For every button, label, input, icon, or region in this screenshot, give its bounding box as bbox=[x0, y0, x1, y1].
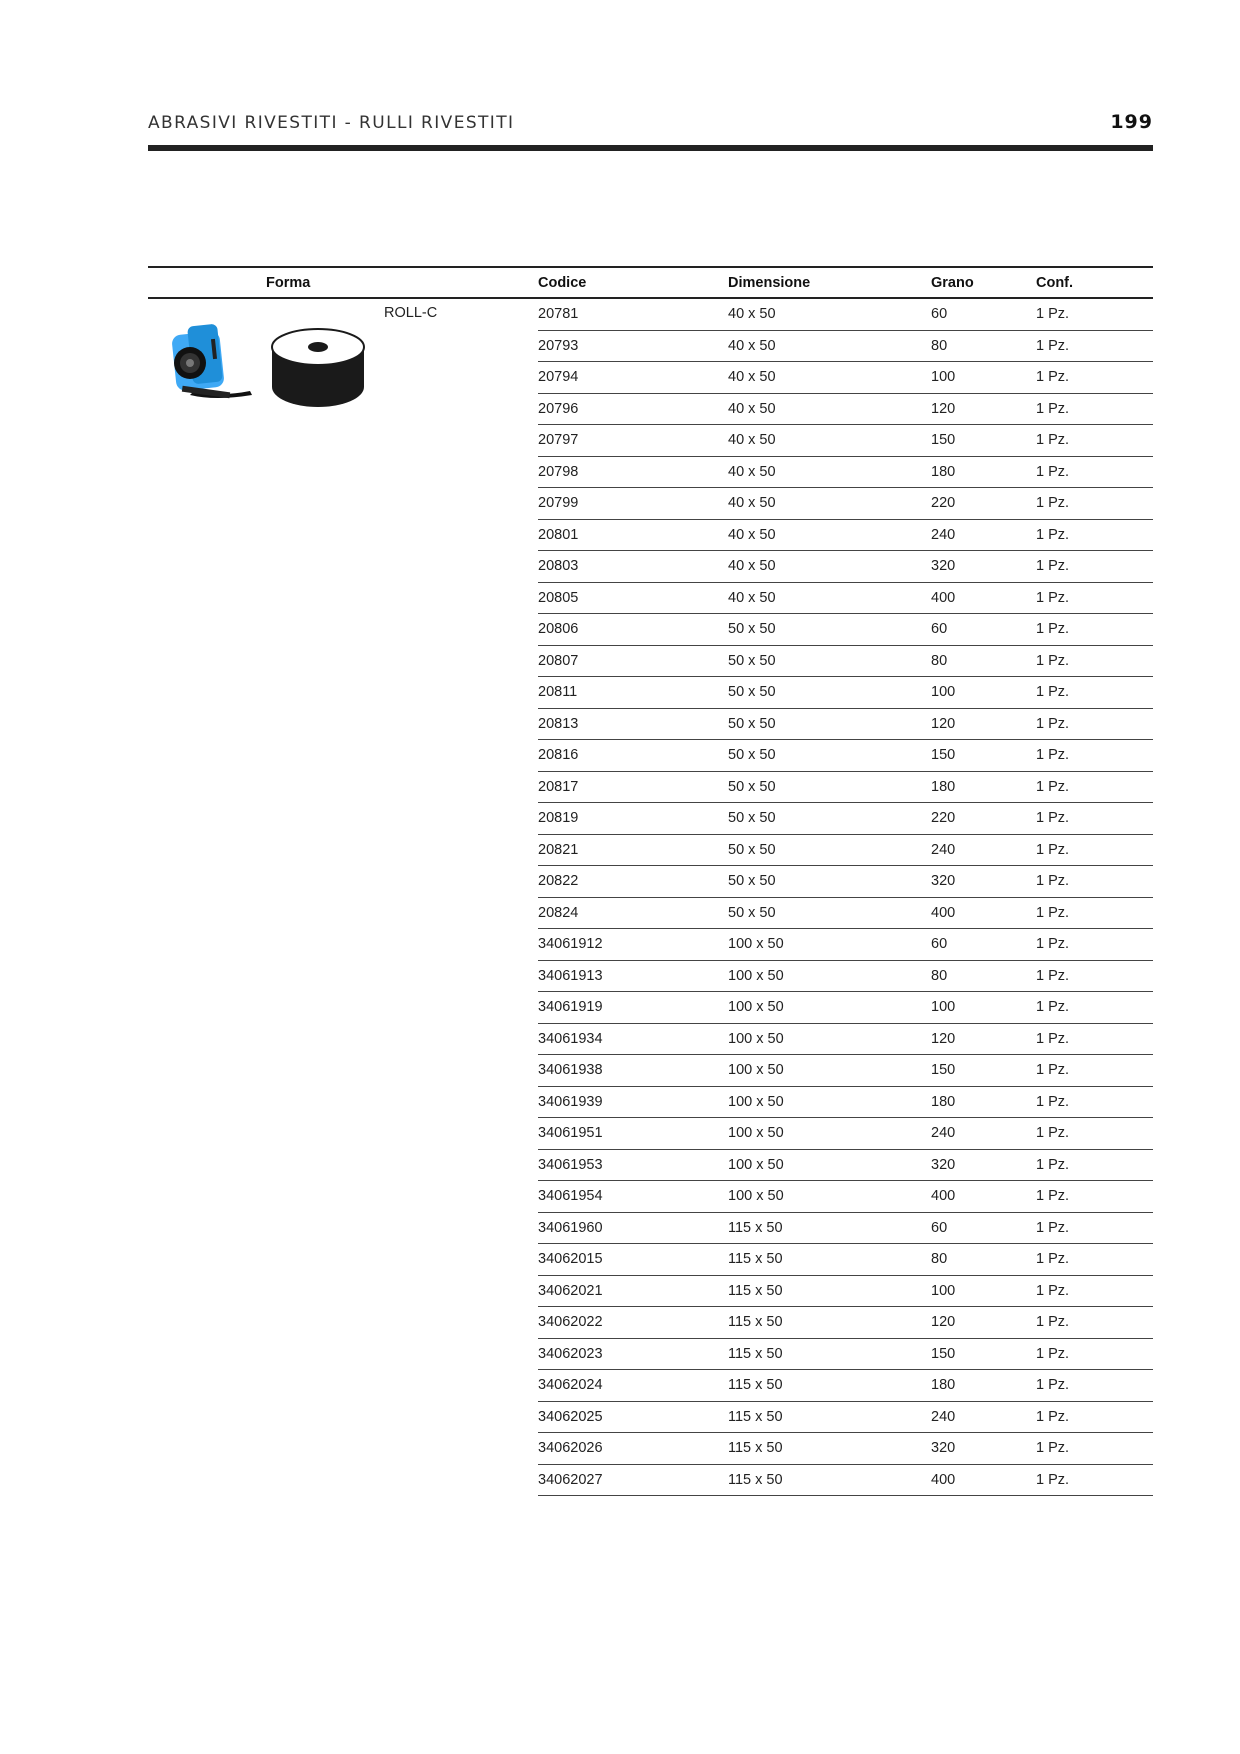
column-header-codice: Codice bbox=[538, 274, 587, 291]
dimension-cell: 115 x 50 bbox=[728, 1212, 931, 1244]
grit-cell: 150 bbox=[931, 1338, 1036, 1370]
pack-cell: 1 Pz. bbox=[1036, 803, 1153, 835]
code-cell: 34061919 bbox=[538, 992, 728, 1024]
pack-cell: 1 Pz. bbox=[1036, 1118, 1153, 1150]
grit-cell: 60 bbox=[931, 1212, 1036, 1244]
dimension-cell: 115 x 50 bbox=[728, 1338, 931, 1370]
grit-cell: 220 bbox=[931, 488, 1036, 520]
table-body bbox=[148, 298, 1153, 1496]
grit-cell: 320 bbox=[931, 551, 1036, 583]
grit-cell: 320 bbox=[931, 866, 1036, 898]
code-cell: 20817 bbox=[538, 771, 728, 803]
dimension-cell: 115 x 50 bbox=[728, 1401, 931, 1433]
dimension-cell: 40 x 50 bbox=[728, 298, 931, 330]
grit-cell: 150 bbox=[931, 740, 1036, 772]
pack-cell: 1 Pz. bbox=[1036, 425, 1153, 457]
code-cell: 34062021 bbox=[538, 1275, 728, 1307]
pack-cell: 1 Pz. bbox=[1036, 897, 1153, 929]
grit-cell: 120 bbox=[931, 393, 1036, 425]
dimension-cell: 40 x 50 bbox=[728, 551, 931, 583]
pack-cell: 1 Pz. bbox=[1036, 614, 1153, 646]
code-cell: 20805 bbox=[538, 582, 728, 614]
dimension-cell: 50 x 50 bbox=[728, 677, 931, 709]
grit-cell: 100 bbox=[931, 677, 1036, 709]
product-images-svg bbox=[160, 319, 380, 409]
dimension-cell: 50 x 50 bbox=[728, 708, 931, 740]
pack-cell: 1 Pz. bbox=[1036, 519, 1153, 551]
grit-cell: 120 bbox=[931, 708, 1036, 740]
grit-cell: 60 bbox=[931, 929, 1036, 961]
dimension-cell: 100 x 50 bbox=[728, 929, 931, 961]
pack-cell: 1 Pz. bbox=[1036, 960, 1153, 992]
code-cell: 20813 bbox=[538, 708, 728, 740]
pack-cell: 1 Pz. bbox=[1036, 298, 1153, 330]
pack-cell: 1 Pz. bbox=[1036, 551, 1153, 583]
dimension-cell: 100 x 50 bbox=[728, 1149, 931, 1181]
pack-cell: 1 Pz. bbox=[1036, 1055, 1153, 1087]
code-cell: 20821 bbox=[538, 834, 728, 866]
pack-cell: 1 Pz. bbox=[1036, 677, 1153, 709]
pack-cell: 1 Pz. bbox=[1036, 1338, 1153, 1370]
code-cell: 20798 bbox=[538, 456, 728, 488]
grit-cell: 150 bbox=[931, 425, 1036, 457]
grit-cell: 80 bbox=[931, 1244, 1036, 1276]
pack-cell: 1 Pz. bbox=[1036, 582, 1153, 614]
column-header-grano: Grano bbox=[931, 274, 974, 291]
dimension-cell: 100 x 50 bbox=[728, 992, 931, 1024]
grit-cell: 180 bbox=[931, 771, 1036, 803]
grit-cell: 240 bbox=[931, 1118, 1036, 1150]
code-cell: 34061934 bbox=[538, 1023, 728, 1055]
code-cell: 20801 bbox=[538, 519, 728, 551]
code-cell: 34061953 bbox=[538, 1149, 728, 1181]
code-cell: 34061938 bbox=[538, 1055, 728, 1087]
code-cell: 20806 bbox=[538, 614, 728, 646]
dimension-cell: 50 x 50 bbox=[728, 771, 931, 803]
code-cell: 20797 bbox=[538, 425, 728, 457]
product-table bbox=[148, 266, 1153, 1496]
grit-cell: 180 bbox=[931, 1086, 1036, 1118]
grit-cell: 80 bbox=[931, 645, 1036, 677]
grit-cell: 150 bbox=[931, 1055, 1036, 1087]
grit-cell: 240 bbox=[931, 1401, 1036, 1433]
pack-cell: 1 Pz. bbox=[1036, 1149, 1153, 1181]
product-images bbox=[160, 319, 380, 409]
product-table-container bbox=[148, 266, 1153, 1496]
table-header-row bbox=[148, 267, 1153, 298]
dimension-cell: 100 x 50 bbox=[728, 1055, 931, 1087]
code-cell: 20796 bbox=[538, 393, 728, 425]
pack-cell: 1 Pz. bbox=[1036, 1275, 1153, 1307]
dimension-cell: 50 x 50 bbox=[728, 803, 931, 835]
grit-cell: 80 bbox=[931, 330, 1036, 362]
dimension-cell: 115 x 50 bbox=[728, 1275, 931, 1307]
pack-cell: 1 Pz. bbox=[1036, 708, 1153, 740]
code-cell: 20824 bbox=[538, 897, 728, 929]
pack-cell: 1 Pz. bbox=[1036, 645, 1153, 677]
grit-cell: 220 bbox=[931, 803, 1036, 835]
grit-cell: 180 bbox=[931, 1370, 1036, 1402]
dimension-cell: 100 x 50 bbox=[728, 1118, 931, 1150]
code-cell: 34062023 bbox=[538, 1338, 728, 1370]
grit-cell: 100 bbox=[931, 1275, 1036, 1307]
pack-cell: 1 Pz. bbox=[1036, 866, 1153, 898]
page-number: 199 bbox=[1110, 111, 1153, 133]
grit-cell: 320 bbox=[931, 1149, 1036, 1181]
code-cell: 20793 bbox=[538, 330, 728, 362]
dimension-cell: 40 x 50 bbox=[728, 362, 931, 394]
dimension-cell: 40 x 50 bbox=[728, 582, 931, 614]
grit-cell: 180 bbox=[931, 456, 1036, 488]
dimension-cell: 100 x 50 bbox=[728, 1181, 931, 1213]
pack-cell: 1 Pz. bbox=[1036, 1464, 1153, 1496]
table-row bbox=[148, 298, 1153, 330]
pack-cell: 1 Pz. bbox=[1036, 834, 1153, 866]
code-cell: 20819 bbox=[538, 803, 728, 835]
column-header-dimensione: Dimensione bbox=[728, 274, 811, 291]
code-cell: 34062015 bbox=[538, 1244, 728, 1276]
dimension-cell: 115 x 50 bbox=[728, 1307, 931, 1339]
code-cell: 34062024 bbox=[538, 1370, 728, 1402]
dimension-cell: 50 x 50 bbox=[728, 897, 931, 929]
code-cell: 34062027 bbox=[538, 1464, 728, 1496]
dimension-cell: 50 x 50 bbox=[728, 645, 931, 677]
code-cell: 34062026 bbox=[538, 1433, 728, 1465]
grit-cell: 400 bbox=[931, 1464, 1036, 1496]
dimension-cell: 50 x 50 bbox=[728, 740, 931, 772]
dimension-cell: 50 x 50 bbox=[728, 866, 931, 898]
code-cell: 20822 bbox=[538, 866, 728, 898]
dimension-cell: 100 x 50 bbox=[728, 1086, 931, 1118]
code-cell: 20781 bbox=[538, 298, 728, 330]
dimension-cell: 40 x 50 bbox=[728, 393, 931, 425]
pack-cell: 1 Pz. bbox=[1036, 1023, 1153, 1055]
pack-cell: 1 Pz. bbox=[1036, 1370, 1153, 1402]
dimension-cell: 50 x 50 bbox=[728, 614, 931, 646]
column-header-conf: Conf. bbox=[1036, 274, 1074, 291]
dimension-cell: 115 x 50 bbox=[728, 1244, 931, 1276]
pack-cell: 1 Pz. bbox=[1036, 929, 1153, 961]
pack-cell: 1 Pz. bbox=[1036, 488, 1153, 520]
pack-cell: 1 Pz. bbox=[1036, 740, 1153, 772]
dimension-cell: 100 x 50 bbox=[728, 1023, 931, 1055]
code-cell: 34062022 bbox=[538, 1307, 728, 1339]
code-cell: 34061954 bbox=[538, 1181, 728, 1213]
dimension-cell: 40 x 50 bbox=[728, 456, 931, 488]
code-cell: 34061951 bbox=[538, 1118, 728, 1150]
forma-cell bbox=[148, 298, 538, 1496]
code-cell: 34061912 bbox=[538, 929, 728, 961]
dimension-cell: 40 x 50 bbox=[728, 519, 931, 551]
pack-cell: 1 Pz. bbox=[1036, 992, 1153, 1024]
grit-cell: 240 bbox=[931, 519, 1036, 551]
grit-cell: 400 bbox=[931, 1181, 1036, 1213]
grit-cell: 100 bbox=[931, 992, 1036, 1024]
code-cell: 34061939 bbox=[538, 1086, 728, 1118]
grit-cell: 240 bbox=[931, 834, 1036, 866]
grit-cell: 80 bbox=[931, 960, 1036, 992]
code-cell: 20811 bbox=[538, 677, 728, 709]
grit-cell: 60 bbox=[931, 614, 1036, 646]
code-cell: 20807 bbox=[538, 645, 728, 677]
header-divider bbox=[148, 145, 1153, 151]
pack-cell: 1 Pz. bbox=[1036, 1433, 1153, 1465]
page-title: ABRASIVI RIVESTITI - RULLI RIVESTITI bbox=[148, 113, 515, 133]
grit-cell: 120 bbox=[931, 1307, 1036, 1339]
grit-cell: 60 bbox=[931, 298, 1036, 330]
pack-cell: 1 Pz. bbox=[1036, 393, 1153, 425]
pack-cell: 1 Pz. bbox=[1036, 1401, 1153, 1433]
grit-cell: 400 bbox=[931, 582, 1036, 614]
grit-cell: 320 bbox=[931, 1433, 1036, 1465]
code-cell: 20803 bbox=[538, 551, 728, 583]
pack-cell: 1 Pz. bbox=[1036, 1212, 1153, 1244]
pack-cell: 1 Pz. bbox=[1036, 1181, 1153, 1213]
abrasive-roll-icon bbox=[272, 329, 364, 407]
dimension-cell: 40 x 50 bbox=[728, 425, 931, 457]
dimension-cell: 50 x 50 bbox=[728, 834, 931, 866]
model-label: ROLL-C bbox=[384, 305, 438, 321]
roll-dispenser-icon bbox=[171, 324, 252, 399]
grit-cell: 120 bbox=[931, 1023, 1036, 1055]
grit-cell: 400 bbox=[931, 897, 1036, 929]
dimension-cell: 115 x 50 bbox=[728, 1433, 931, 1465]
dimension-cell: 115 x 50 bbox=[728, 1464, 931, 1496]
dimension-cell: 40 x 50 bbox=[728, 488, 931, 520]
code-cell: 34061913 bbox=[538, 960, 728, 992]
column-header-forma: Forma bbox=[266, 274, 311, 291]
pack-cell: 1 Pz. bbox=[1036, 1307, 1153, 1339]
code-cell: 20816 bbox=[538, 740, 728, 772]
code-cell: 34061960 bbox=[538, 1212, 728, 1244]
pack-cell: 1 Pz. bbox=[1036, 771, 1153, 803]
grit-cell: 100 bbox=[931, 362, 1036, 394]
dimension-cell: 115 x 50 bbox=[728, 1370, 931, 1402]
pack-cell: 1 Pz. bbox=[1036, 330, 1153, 362]
dimension-cell: 100 x 50 bbox=[728, 960, 931, 992]
code-cell: 20794 bbox=[538, 362, 728, 394]
pack-cell: 1 Pz. bbox=[1036, 456, 1153, 488]
pack-cell: 1 Pz. bbox=[1036, 1086, 1153, 1118]
code-cell: 20799 bbox=[538, 488, 728, 520]
pack-cell: 1 Pz. bbox=[1036, 362, 1153, 394]
code-cell: 34062025 bbox=[538, 1401, 728, 1433]
dimension-cell: 40 x 50 bbox=[728, 330, 931, 362]
pack-cell: 1 Pz. bbox=[1036, 1244, 1153, 1276]
